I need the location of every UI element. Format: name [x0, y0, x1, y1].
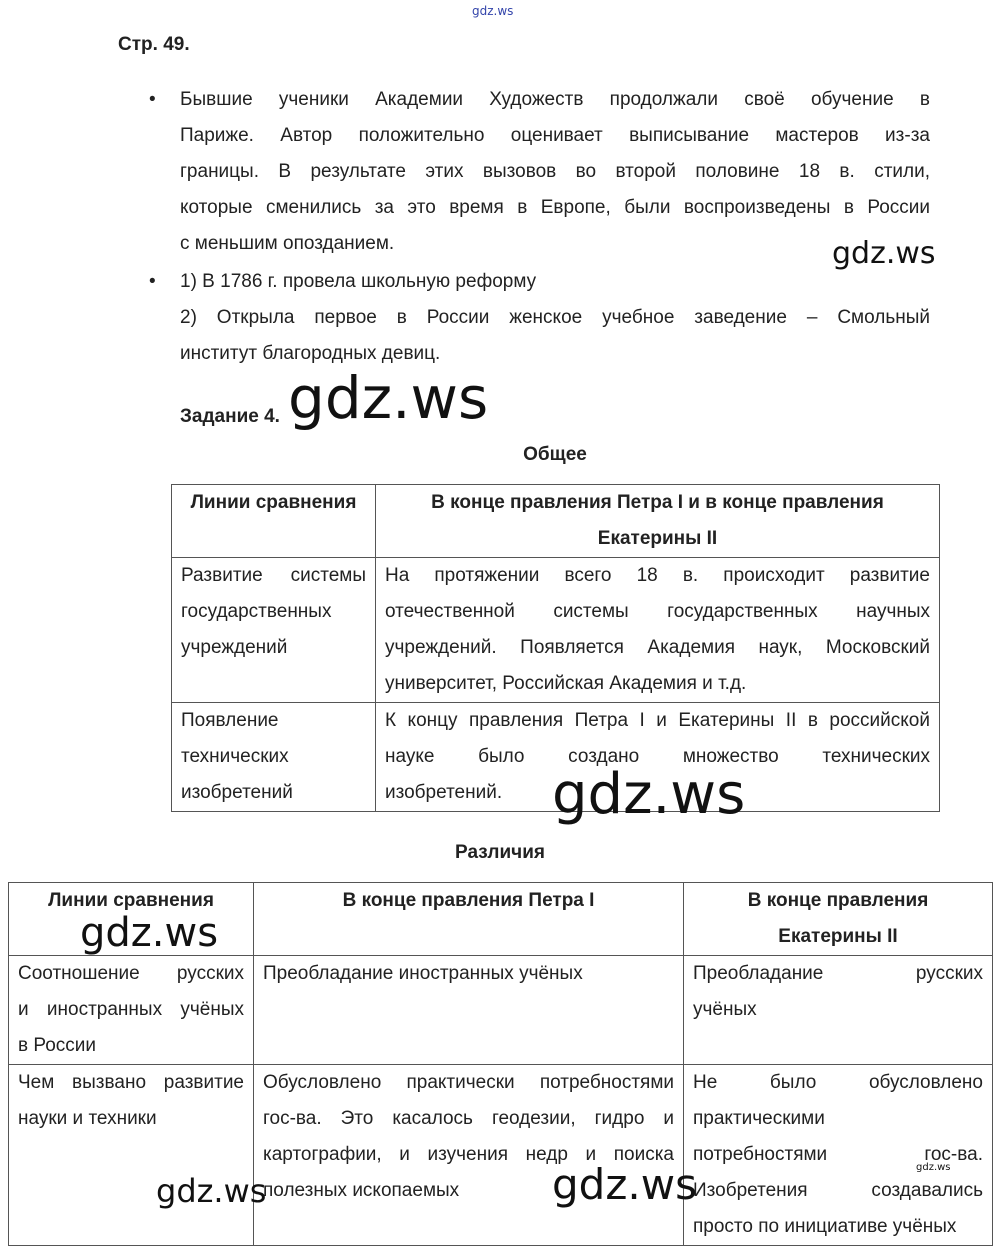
- table-cell: Преобладание русских учёных: [684, 956, 993, 1065]
- task-title: Задание 4.: [180, 406, 280, 427]
- table-cell: Развитие системы государственных учреждений: [172, 558, 376, 703]
- text-line: границы. В результате этих вызовов во второй половине 18 в. стили,: [180, 161, 930, 182]
- table-row: [9, 1065, 993, 1246]
- table-cell: Соотношение русских и иностранных учёных в России: [9, 956, 254, 1065]
- watermark-top: gdz.ws: [472, 4, 514, 18]
- table-cell: На протяжении всего 18 в. происходит развитие отечественной системы государственных научных учреждений. Появляется Академия наук, Московский университет, Российская Академия и т.д.: [376, 558, 940, 703]
- header-cell: Линии сравнения: [172, 485, 376, 558]
- text-line: с меньшим опозданием.: [180, 233, 395, 254]
- bullet-item: [180, 82, 930, 262]
- table-cell: Не было обусловлено практическими потребностями гос-ва. Изобретения создавались просто по инициативе учёных: [684, 1065, 993, 1246]
- differences-caption: Различия: [455, 842, 545, 863]
- table-cell: Появление технических изобретений: [172, 703, 376, 812]
- text-line: Париже. Автор положительно оценивает выписывание мастеров из-за: [180, 125, 930, 146]
- page-label: Стр. 49.: [118, 34, 190, 55]
- watermark: gdz.ws: [288, 364, 489, 432]
- header-cell: В конце правления Петра I и в конце правления Екатерины II: [376, 485, 940, 558]
- table-header-row: [172, 485, 940, 558]
- text-line: • 1) В 1786 г. провела школьную реформу: [180, 271, 537, 292]
- header-cell: Линии сравнения: [9, 883, 254, 956]
- watermark: gdz.ws: [156, 1172, 267, 1210]
- bullet-list: [180, 82, 930, 372]
- watermark: gdz.ws: [916, 1162, 951, 1173]
- watermark: gdz.ws: [80, 910, 219, 956]
- table-cell: К концу правления Петра I и Екатерины II в российской науке было создано множество технических изобретений.: [376, 703, 940, 812]
- header-cell: В конце правления Петра I: [254, 883, 684, 956]
- table-cell: Обусловлено практически потребностями гос-ва. Это касалось геодезии, гидро и картографии, и изучения недр и поиска полезных ископаемых: [254, 1065, 684, 1246]
- text-line: которые сменились за это время в Европе, были воспроизведены в России: [180, 197, 930, 218]
- common-caption: Общее: [523, 444, 587, 465]
- table-row: [9, 956, 993, 1065]
- text-line: институт благородных девиц.: [180, 343, 441, 364]
- watermark: gdz.ws: [552, 762, 746, 827]
- bullet-item: [180, 264, 930, 372]
- header-cell: В конце правления Екатерины II: [684, 883, 993, 956]
- text-line: 2) Открыла первое в России женское учебное заведение – Смольный: [180, 307, 930, 328]
- table-cell: Преобладание иностранных учёных: [254, 956, 684, 1065]
- table-row: [172, 558, 940, 703]
- table-cell: Чем вызвано развитие науки и техники: [9, 1065, 254, 1246]
- watermark: gdz.ws: [832, 236, 936, 271]
- text-line: • Бывшие ученики Академии Художеств продолжали своё обучение в: [180, 89, 930, 110]
- watermark: gdz.ws: [552, 1160, 697, 1209]
